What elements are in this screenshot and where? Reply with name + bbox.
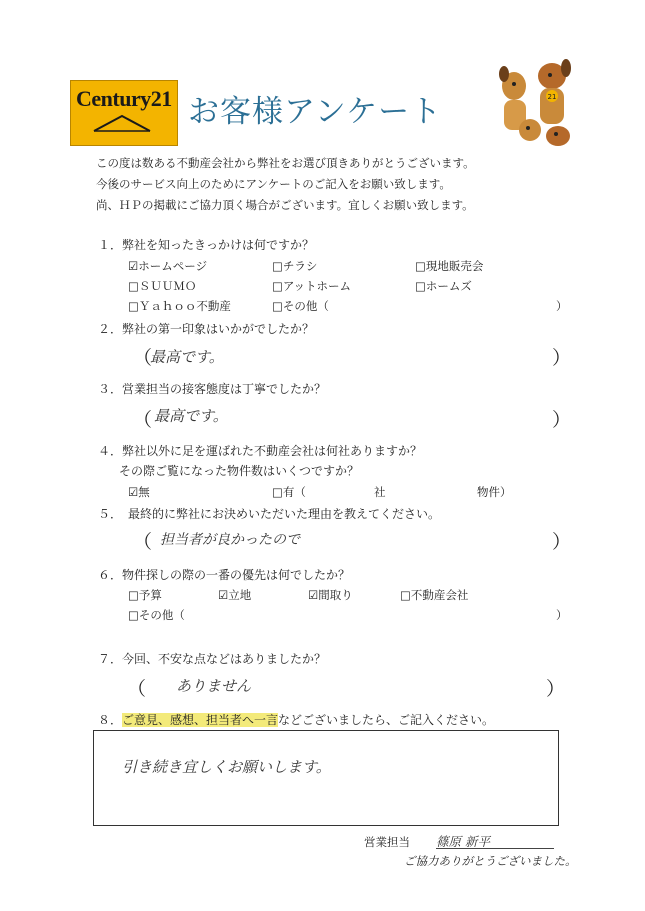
answer-2-open: （: [133, 347, 153, 369]
answer-2-close: ）: [552, 347, 572, 369]
option-other[interactable]: □その他（: [272, 299, 329, 313]
answer-5-handwritten: 担当者が良かったので: [160, 532, 300, 548]
question-7: ７．今回、不安な点などはありましたか？: [98, 652, 327, 666]
option-open-house[interactable]: □現地販売会: [415, 259, 484, 273]
answer-2-handwritten: 最高です。: [150, 348, 224, 366]
mascot-badge: 21: [547, 93, 557, 101]
option-other-6[interactable]: □その他（: [128, 608, 185, 622]
question-8-number: ８．: [98, 713, 123, 727]
option-budget[interactable]: □予算: [128, 588, 162, 602]
question-3: ３．営業担当の接客態度は丁寧でしたか？: [98, 382, 327, 396]
option-athome[interactable]: □アットホーム: [272, 279, 352, 293]
page-title: お客様アンケート: [188, 94, 443, 130]
question-6: ６．物件探しの際の一番の優先は何でしたか？: [98, 568, 351, 582]
intro-line-1: この度は数ある不動産会社から弊社をお選び頂きありがとうございます。: [96, 156, 475, 170]
answer-5-open: （: [133, 531, 153, 553]
answer-5-close: ）: [552, 531, 572, 553]
answer-7-close: ）: [546, 678, 566, 700]
question-1: １．弊社を知ったきっかけは何ですか？: [98, 238, 315, 252]
intro-line-2: 今後のサービス向上のためにアンケートのご記入をお願い致します。: [96, 177, 451, 191]
option-none[interactable]: ☑無: [128, 485, 150, 499]
staff-label: 営業担当: [364, 835, 410, 849]
option-location[interactable]: ☑立地: [218, 588, 252, 602]
thanks-message: ご協力ありがとうございました。: [404, 854, 577, 868]
option-homes[interactable]: □ホームズ: [415, 279, 472, 293]
option-floorplan[interactable]: ☑間取り: [308, 588, 353, 602]
intro-line-3: 尚、ＨＰの掲載にご協力頂く場合がございます。宜しくお願い致します。: [96, 198, 474, 212]
house-roof-icon: [92, 113, 152, 133]
staff-name: 篠原 新平: [436, 834, 490, 849]
option-yahoo-fudosan[interactable]: □Ｙａｈｏｏ不動産: [128, 299, 231, 313]
signature-line: [436, 848, 554, 849]
question-8: [98, 711, 494, 728]
option-yes[interactable]: □有（: [272, 485, 306, 499]
question-2: ２．弊社の第一印象はいかがでしたか？: [98, 322, 315, 336]
comment-box[interactable]: [93, 730, 559, 826]
dog-mascots-illustration: [492, 56, 584, 148]
option-other-close: ）: [556, 299, 568, 313]
logo-text: Century21: [76, 86, 172, 111]
comment-handwritten: 引き続き宜しくお願いします。: [122, 758, 331, 776]
question-5: ５． 最終的に弊社にお決めいただいた理由を教えてください。: [98, 507, 441, 521]
option-agency[interactable]: □不動産会社: [400, 588, 469, 602]
option-flyer[interactable]: □チラシ: [272, 259, 318, 273]
option-suumo[interactable]: □ＳＵＵＭＯ: [128, 279, 197, 293]
option-homepage[interactable]: ☑ホームページ: [128, 259, 208, 273]
answer-3-close: ）: [552, 409, 572, 431]
answer-7-handwritten: ありません: [176, 677, 252, 695]
option-other-6-close: ）: [556, 608, 568, 622]
question-4-sub: その際ご覧になった物件数はいくつですか？: [119, 464, 360, 478]
highlight-staff-message: 担当者へ一言: [206, 713, 279, 727]
unit-company: 社: [374, 485, 386, 499]
answer-3-handwritten: 最高です。: [154, 407, 228, 425]
answer-7-open: （: [127, 678, 147, 700]
answer-3-open: （: [133, 409, 153, 431]
unit-property: 物件）: [477, 485, 512, 499]
question-4: ４．弊社以外に足を運ばれた不動産会社は何社ありますか？: [98, 444, 423, 458]
highlight-opinion: ご意見、感想、: [122, 713, 207, 727]
question-8-rest: などございましたら、ご記入ください。: [278, 713, 495, 727]
